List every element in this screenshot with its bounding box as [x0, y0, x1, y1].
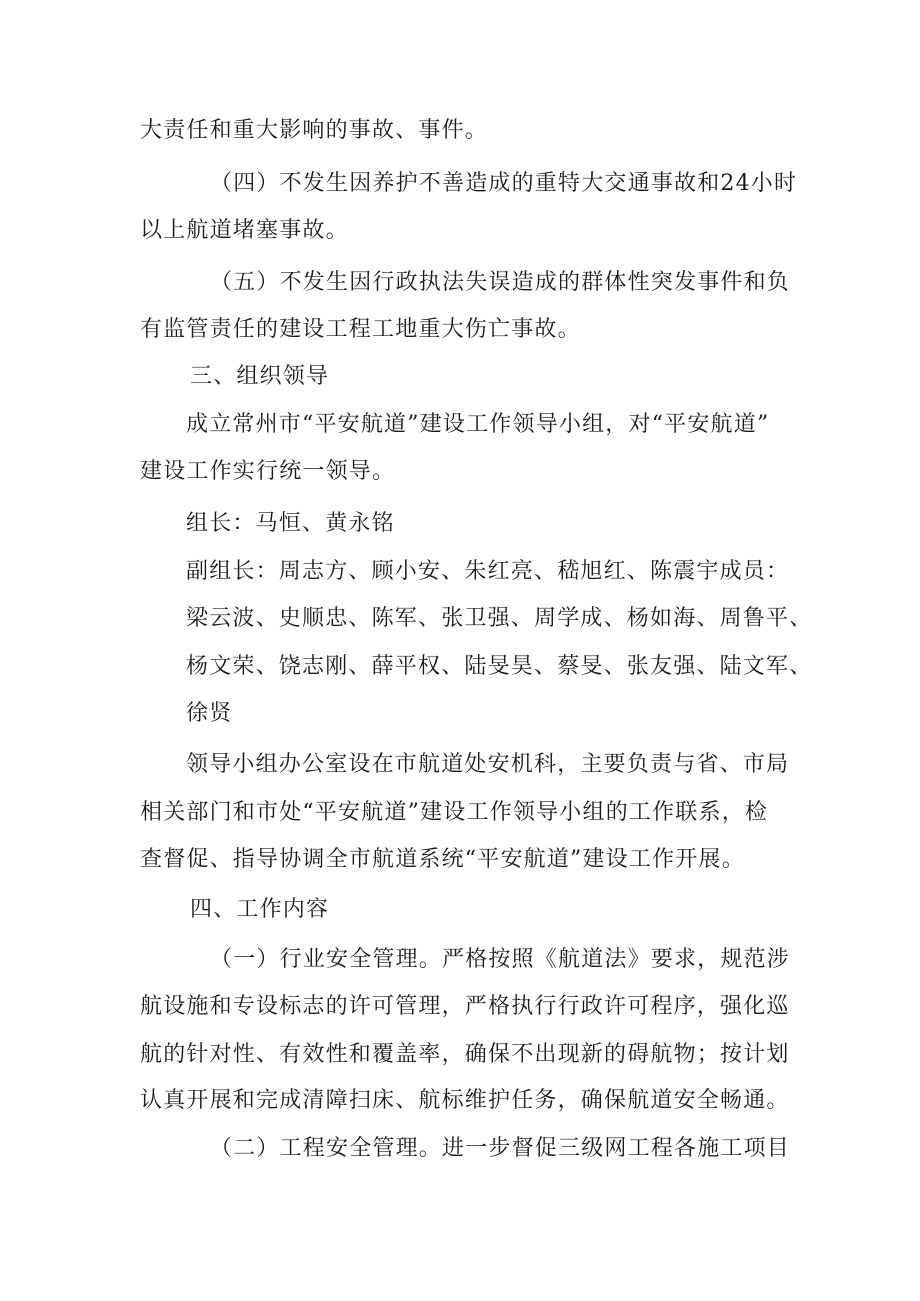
section-heading: 四、工作内容 — [190, 897, 330, 922]
text-line: （一）行业安全管理。严格按照《航道法》要求，规范涉 — [210, 947, 791, 972]
section-heading: 三、组织领导 — [190, 364, 330, 389]
text-line: 航的针对性、有效性和覆盖率，确保不出现新的碍航物；按计划 — [140, 1042, 790, 1067]
text-line: 领导小组办公室设在市航道处安机科，主要负责与省、市局 — [186, 752, 790, 777]
text-line: （五）不发生因行政执法失误造成的群体性突发事件和负 — [210, 270, 791, 295]
text-line: 有监管责任的建设工程工地重大伤亡事故。 — [140, 317, 581, 342]
text-line: 以上航道堵塞事故。 — [140, 218, 349, 243]
text-line: 认真开展和完成清障扫床、航标维护任务，确保航道安全畅通。 — [140, 1088, 790, 1113]
text-line: 建设工作实行统一领导。 — [140, 459, 396, 484]
text-line: 杨文荣、饶志刚、薛平权、陆旻昊、蔡旻、张友强、陆文军、 — [186, 654, 813, 679]
text-line: 成立常州市“平安航道”建设工作领导小组，对“平安航道” — [186, 412, 770, 437]
text-line: （二）工程安全管理。进一步督促三级网工程各施工项目 — [210, 1136, 791, 1161]
text-line: 梁云波、史顺忠、陈军、张卫强、周学成、杨如海、周鲁平、 — [186, 606, 813, 631]
text-line: 相关部门和市处“平安航道”建设工作领导小组的工作联系，检 — [140, 800, 769, 825]
text-line: 查督促、指导协调全市航道系统“平安航道”建设工作开展。 — [140, 847, 745, 872]
text-line: 大责任和重大影响的事故、事件。 — [140, 118, 489, 143]
text-line: （四）不发生因养护不善造成的重特大交通事故和24小时 — [210, 171, 798, 196]
text-line: 徐贤 — [186, 701, 233, 726]
text-line: 航设施和专设标志的许可管理，严格执行行政许可程序，强化巡 — [140, 994, 790, 1019]
text-line: 组长：马恒、黄永铭 — [186, 511, 395, 536]
text-line: 副组长：周志方、顾小安、朱红亮、嵇旭红、陈震宇成员： — [186, 559, 790, 584]
